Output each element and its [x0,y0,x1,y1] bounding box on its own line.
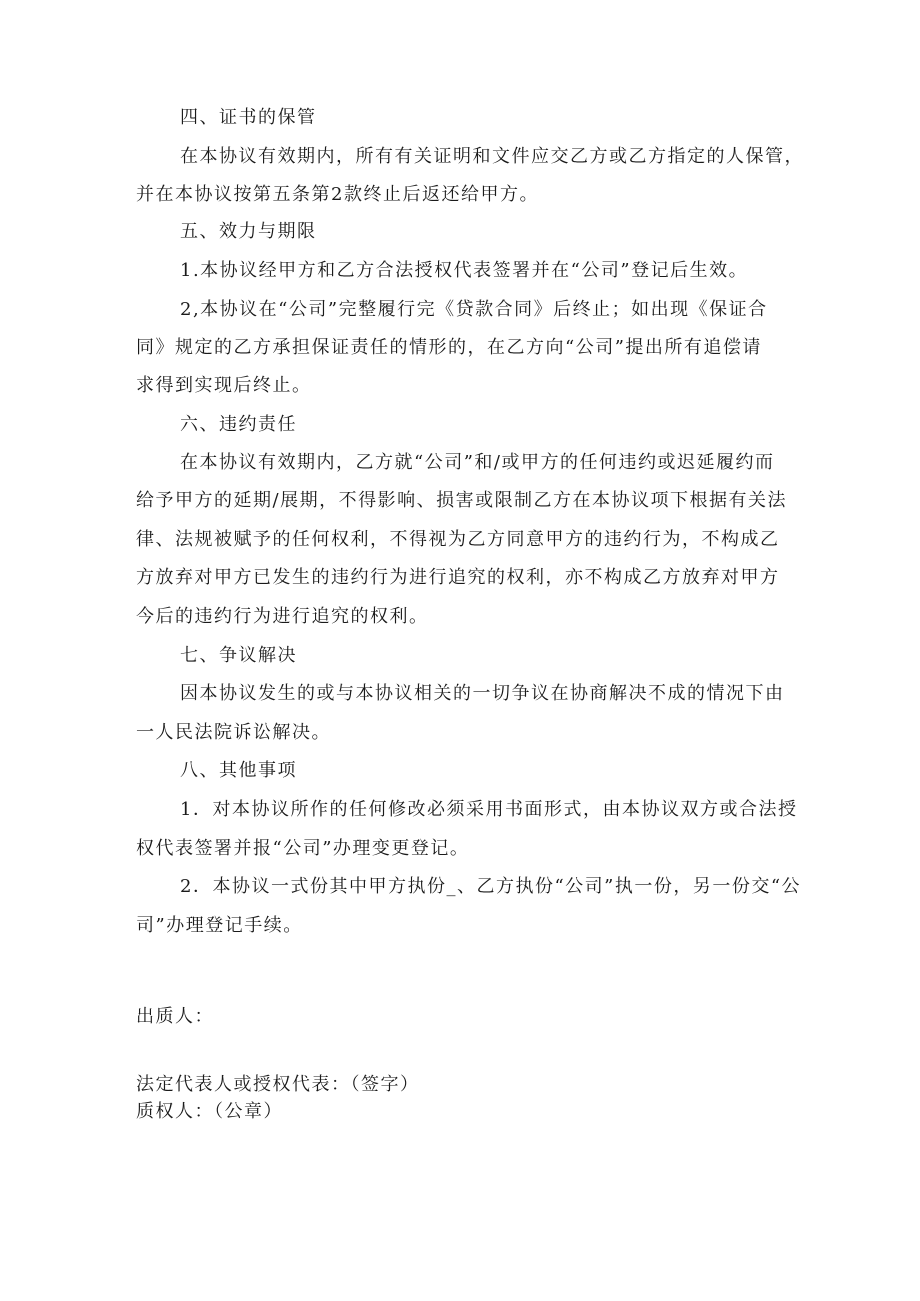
paragraph-line: 给予甲方的延期/展期，不得影响、损害或限制乙方在本协议项下根据有关法 [136,490,788,511]
paragraph-line: 今后的违约行为进行追究的权利。 [136,606,429,627]
paragraph-line: 律、法规被赋予的任何权利，不得视为乙方同意甲方的违约行为，不构成乙 [136,529,780,550]
paragraph-line: 司”办理登记手续。 [136,915,303,936]
paragraph-line: 求得到实现后终止。 [136,375,312,396]
section-heading-6: 六、违约责任 [180,414,297,435]
paragraph-line: 1．对本协议所作的任何修改必须采用书面形式，由本协议双方或合法授 [180,799,798,820]
paragraph-line: 2,本协议在“公司”完整履行完《贷款合同》后终止；如出现《保证合 [180,299,768,320]
section-heading-7: 七、争议解决 [180,645,297,666]
paragraph-line: 在本协议有效期内，乙方就“公司”和/或甲方的任何违约或迟延履约而 [180,452,775,473]
paragraph-line: 因本协议发生的或与本协议相关的一切争议在协商解决不成的情况下由 [180,683,785,704]
signature-pledgee: 质权人：（公章） [136,1101,283,1122]
signature-legal-rep: 法定代表人或授权代表：（签字） [136,1074,420,1095]
paragraph-line: 权代表签署并报“公司”办理变更登记。 [136,838,470,859]
section-heading-4: 四、证书的保管 [180,107,317,128]
paragraph-line: 方放弃对甲方已发生的违约行为进行追究的权利，亦不构成乙方放弃对甲方 [136,567,780,588]
paragraph-line: 在本协议有效期内，所有有关证明和文件应交乙方或乙方指定的人保管， [180,146,804,167]
paragraph-line: 并在本协议按第五条第2款终止后返还给甲方。 [136,184,539,205]
section-heading-8: 八、其他事项 [180,760,297,781]
paragraph-line: 2．本协议一式份其中甲方执份_、乙方执份“公司”执一份，另一份交“公 [180,876,802,897]
paragraph-line: 一人民法院诉讼解决。 [136,722,331,743]
paragraph-line: 1.本协议经甲方和乙方合法授权代表签署并在“公司”登记后生效。 [180,260,749,281]
section-heading-5: 五、效力与期限 [180,221,317,242]
paragraph-line: 同》规定的乙方承担保证责任的情形的，在乙方向“公司”提出所有追偿请 [136,337,762,358]
signature-pledgor: 出质人： [136,1006,214,1027]
